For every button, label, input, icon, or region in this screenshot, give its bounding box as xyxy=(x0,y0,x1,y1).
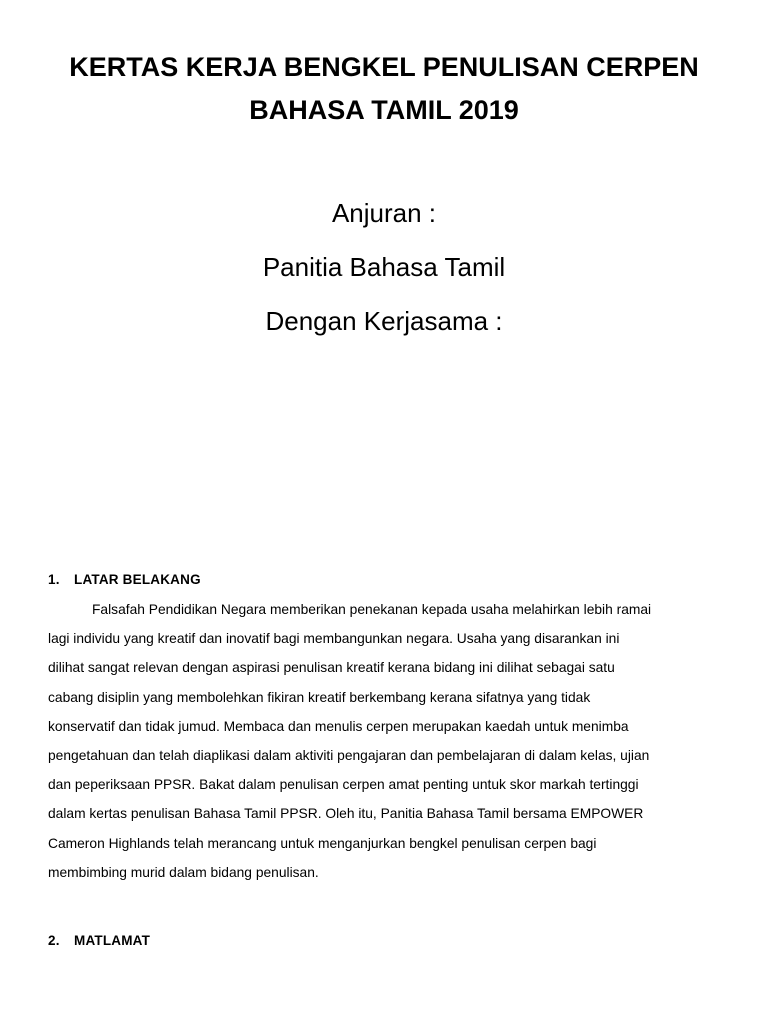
anjuran-label: Anjuran : xyxy=(331,198,437,228)
paragraph-line: konservatif dan tidak jumud. Membaca dan menulis cerpen merupakan kaedah untuk menimba xyxy=(48,718,629,734)
section-number: 1. xyxy=(48,572,60,587)
title-line-1: KERTAS KERJA BENGKEL PENULISAN CERPEN xyxy=(69,52,699,82)
paragraph-line: Cameron Highlands telah merancang untuk menganjurkan bengkel penulisan cerpen bagi xyxy=(48,835,597,851)
organizer-name: Panitia Bahasa Tamil xyxy=(262,252,506,282)
latar-belakang-paragraph xyxy=(48,595,724,887)
title-line-2: BAHASA TAMIL 2019 xyxy=(249,95,519,125)
cooperation-label: Dengan Kerjasama : xyxy=(265,306,503,336)
paragraph-line: Falsafah Pendidikan Negara memberikan penekanan kepada usaha melahirkan lebih ramai xyxy=(92,602,652,617)
paragraph-line: dilihat sangat relevan dengan aspirasi penulisan kreatif kerana bidang ini dilihat sebagai satu xyxy=(48,660,615,676)
section-number: 2. xyxy=(48,933,60,948)
paragraph-line: lagi individu yang kreatif dan inovatif bagi membangunkan negara. Usaha yang disarankan ini xyxy=(48,631,620,647)
document-title xyxy=(40,46,728,132)
paragraph-line: membimbing murid dalam bidang penulisan. xyxy=(48,864,319,880)
section-title: LATAR BELAKANG xyxy=(74,572,201,587)
paragraph-line: dan peperiksaan PPSR. Bakat dalam penulisan cerpen amat penting untuk skor markah tertinggi xyxy=(48,777,639,793)
paragraph-line: dalam kertas penulisan Bahasa Tamil PPSR. Oleh itu, Panitia Bahasa Tamil bersama EMPOWER xyxy=(48,806,644,822)
paragraph-line: pengetahuan dan telah diaplikasi dalam aktiviti pengajaran dan pembelajaran di dalam kelas, ujian xyxy=(48,748,650,764)
section-title: MATLAMAT xyxy=(74,933,151,948)
section-heading-latar-belakang xyxy=(48,572,201,587)
paragraph-line: cabang disiplin yang membolehkan fikiran kreatif berkembang kerana sifatnya yang tidak xyxy=(48,689,591,705)
section-heading-matlamat xyxy=(48,933,150,948)
